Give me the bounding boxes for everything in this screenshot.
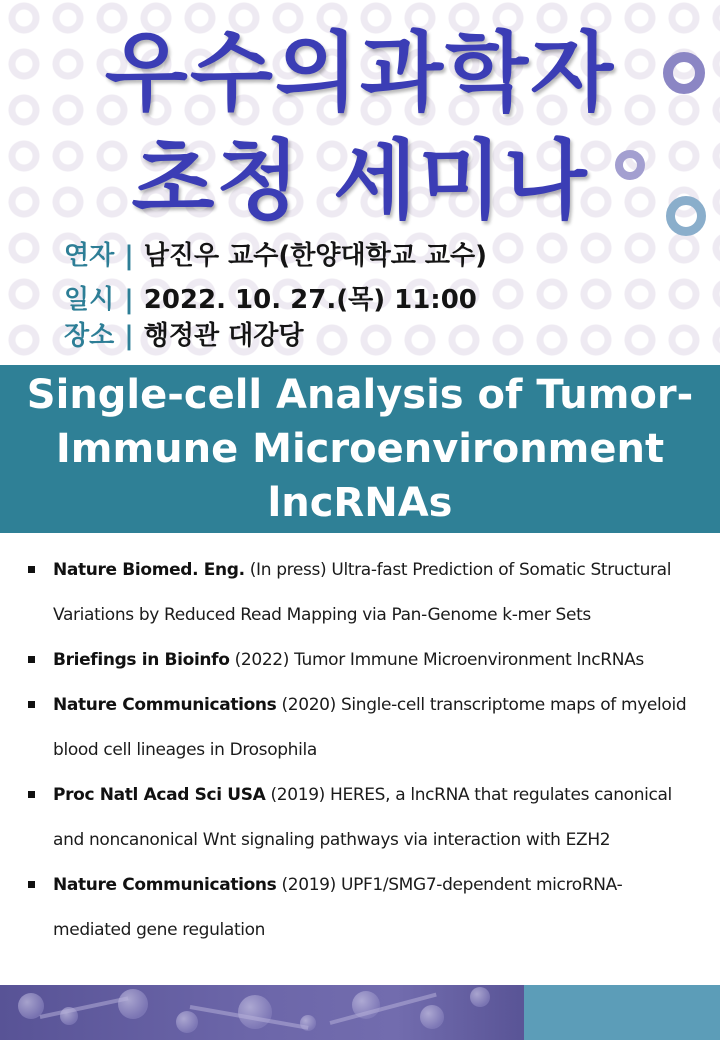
publication-line — [53, 773, 700, 818]
ring-decoration-icon — [663, 52, 705, 94]
molecule-icon — [176, 1011, 198, 1033]
talk-title-line2: Immune Microenvironment — [55, 426, 665, 472]
speaker-value: 남진우 교수(한양대학교 교수) — [143, 241, 487, 271]
publication-line-continued: mediated gene regulation — [53, 920, 266, 940]
publication-line — [53, 683, 700, 728]
list-item — [0, 638, 720, 683]
square-bullet-icon — [28, 566, 35, 573]
journal-name: Briefings in Bioinfo — [53, 650, 230, 670]
venue-row — [64, 323, 303, 349]
list-item — [0, 773, 720, 863]
square-bullet-icon — [28, 701, 35, 708]
square-bullet-icon — [28, 656, 35, 663]
footer-banner — [0, 985, 720, 1040]
separator: | — [124, 241, 134, 271]
list-item — [0, 683, 720, 773]
square-bullet-icon — [28, 881, 35, 888]
poster-header — [0, 0, 720, 365]
publication-line-continued: and noncanonical Wnt signaling pathways via interaction with EZH2 — [53, 830, 611, 850]
molecule-icon — [470, 987, 490, 1007]
publication-line-continued: blood cell lineages in Drosophila — [53, 740, 317, 760]
venue-value: 행정관 대강당 — [143, 321, 304, 351]
journal-name: Proc Natl Acad Sci USA — [53, 785, 266, 805]
list-item — [0, 548, 720, 638]
publication-text: (2019) HERES, a lncRNA that regulates canonical — [265, 785, 672, 805]
square-bullet-icon — [28, 791, 35, 798]
ring-decoration-icon — [666, 196, 706, 236]
datetime-value: 2022. 10. 27.(목) 11:00 — [143, 285, 477, 315]
list-item — [0, 863, 720, 953]
separator: | — [124, 285, 134, 315]
publication-text: (In press) Ultra-fast Prediction of Somatic Structural — [244, 560, 672, 580]
separator: | — [124, 321, 134, 351]
speaker-row — [64, 243, 487, 269]
publication-line — [53, 863, 700, 908]
molecule-icon — [238, 995, 272, 1029]
poster-title-line2: 초청 세미나 — [131, 131, 589, 231]
publication-line — [53, 638, 700, 683]
datetime-row — [64, 287, 477, 313]
publication-text: (2020) Single-cell transcriptome maps of myeloid — [276, 695, 687, 715]
molecule-icon — [420, 1005, 444, 1029]
publication-line-continued: Variations by Reduced Read Mapping via Pan-Genome k-mer Sets — [53, 605, 591, 625]
dna-strand-icon — [40, 996, 129, 1019]
journal-name: Nature Biomed. Eng. — [53, 560, 245, 580]
publication-text: (2019) UPF1/SMG7-dependent microRNA- — [276, 875, 623, 895]
molecule-icon — [118, 989, 148, 1019]
journal-name: Nature Communications — [53, 875, 277, 895]
talk-title-line1: Single-cell Analysis of Tumor- — [26, 372, 694, 418]
journal-name: Nature Communications — [53, 695, 277, 715]
footer-accent-block — [524, 985, 720, 1040]
talk-title-line3: lncRNAs — [267, 480, 453, 526]
ring-decoration-icon — [615, 150, 645, 180]
publication-text: (2022) Tumor Immune Microenvironment lncRNAs — [229, 650, 644, 670]
venue-label: 장소 — [64, 321, 115, 351]
publication-list — [0, 548, 720, 953]
publication-line — [53, 548, 700, 593]
datetime-label: 일시 — [64, 285, 115, 315]
poster-title-line1: 우수의과학자 — [104, 23, 616, 123]
speaker-label: 연자 — [64, 241, 115, 271]
talk-title-band — [0, 365, 720, 533]
